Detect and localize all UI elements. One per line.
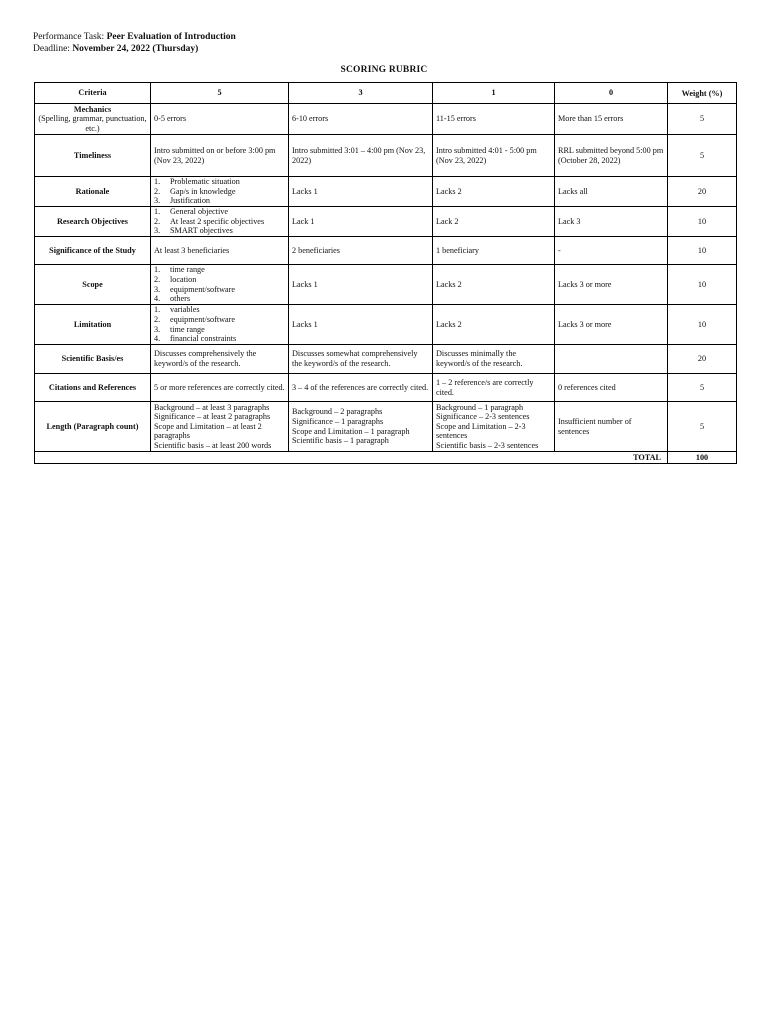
score-1-cell: Intro submitted 4:01 - 5:00 pm (Nov 23, 2022) [433,135,555,177]
score-0-cell: RRL submitted beyond 5:00 pm (October 28, 2022) [555,135,668,177]
score-1-cell: Lacks 2 [433,305,555,345]
score-3-cell: Intro submitted 3:01 – 4:00 pm (Nov 23, 2022) [289,135,433,177]
deadline-line [33,43,198,55]
score-5-cell: Intro submitted on or before 3:00 pm (Nov 23, 2022) [151,135,289,177]
weight-cell: 10 [668,207,737,237]
score-1-cell: Discusses minimally the keyword/s of the research. [433,345,555,374]
score-0-cell: Lacks 3 or more [555,305,668,345]
score-5-cell: 1. General objective 2. At least 2 specific objectives 3. SMART objectives [151,207,289,237]
weight-cell: 20 [668,177,737,207]
table-row [35,104,737,135]
criteria-cell: Citations and References [35,374,151,402]
score-3-cell: Lacks 1 [289,265,433,305]
table-row [35,177,737,207]
criteria-cell: Limitation [35,305,151,345]
table-row [35,135,737,177]
task-title: Peer Evaluation of Introduction [106,32,236,42]
weight-cell: 5 [668,374,737,402]
criteria-cell: Timeliness [35,135,151,177]
task-label: Performance Task: [33,32,105,42]
rubric-table [34,82,737,464]
deadline-value: November 24, 2022 (Thursday) [72,44,199,54]
col-header-5: 5 [151,83,289,104]
score-1-cell: 11-15 errors [433,104,555,135]
criteria-cell: Length (Paragraph count) [35,402,151,452]
weight-cell: 5 [668,135,737,177]
score-3-cell: Background – 2 paragraphs Significance – 1 paragraphs Scope and Limitation – 1 paragraph Scientific basis – 1 paragraph [289,402,433,452]
table-row [35,265,737,305]
criteria-cell: Scientific Basis/es [35,345,151,374]
score-3-cell: 3 – 4 of the references are correctly cited. [289,374,433,402]
total-row [35,452,737,464]
rubric-title: SCORING RUBRIC [340,65,428,75]
score-3-cell: Discusses somewhat comprehensively the keyword/s of the research. [289,345,433,374]
table-row [35,305,737,345]
score-1-cell: Lacks 2 [433,265,555,305]
score-3-cell: Lacks 1 [289,305,433,345]
weight-cell: 5 [668,402,737,452]
score-0-cell: - [555,237,668,265]
col-header-1: 1 [433,83,555,104]
score-5-cell: At least 3 beneficiaries [151,237,289,265]
score-5-cell: 1. Problematic situation 2. Gap/s in knowledge 3. Justification [151,177,289,207]
score-5-cell: Discusses comprehensively the keyword/s of the research. [151,345,289,374]
header-row [35,83,737,104]
total-label: TOTAL [35,452,668,464]
score-3-cell: 2 beneficiaries [289,237,433,265]
criteria-cell: Rationale [35,177,151,207]
weight-cell: 10 [668,265,737,305]
score-0-cell: More than 15 errors [555,104,668,135]
score-1-cell: 1 beneficiary [433,237,555,265]
total-value: 100 [668,452,737,464]
table-row [35,402,737,452]
criteria-cell: Mechanics (Spelling, grammar, punctuation, etc.) [35,104,151,135]
score-5-cell: 0-5 errors [151,104,289,135]
score-5-cell: 5 or more references are correctly cited. [151,374,289,402]
table-row [35,345,737,374]
score-0-cell: Insufficient number of sentences [555,402,668,452]
criteria-cell: Research Objectives [35,207,151,237]
score-1-cell: 1 – 2 reference/s are correctly cited. [433,374,555,402]
score-0-cell [555,345,668,374]
score-1-cell: Lack 2 [433,207,555,237]
score-0-cell: Lack 3 [555,207,668,237]
col-header-0: 0 [555,83,668,104]
col-header-weight: Weight (%) [668,83,737,104]
task-line [33,31,236,43]
table-row [35,374,737,402]
score-5-cell: Background – at least 3 paragraphs Significance – at least 2 paragraphs Scope and Limitation – at least 2 paragraphs Scientific basis – at least 200 words [151,402,289,452]
score-5-cell: 1. variables 2. equipment/software 3. time range 4. financial constraints [151,305,289,345]
weight-cell: 5 [668,104,737,135]
score-5-cell: 1. time range 2. location 3. equipment/software 4. others [151,265,289,305]
score-0-cell: Lacks all [555,177,668,207]
deadline-label: Deadline: [33,44,70,54]
score-1-cell: Lacks 2 [433,177,555,207]
weight-cell: 10 [668,237,737,265]
score-0-cell: Lacks 3 or more [555,265,668,305]
score-0-cell: 0 references cited [555,374,668,402]
weight-cell: 20 [668,345,737,374]
table-row [35,207,737,237]
col-header-criteria: Criteria [35,83,151,104]
criteria-cell: Scope [35,265,151,305]
weight-cell: 10 [668,305,737,345]
col-header-3: 3 [289,83,433,104]
table-row [35,237,737,265]
score-3-cell: Lack 1 [289,207,433,237]
score-3-cell: 6-10 errors [289,104,433,135]
criteria-cell: Significance of the Study [35,237,151,265]
score-1-cell: Background – 1 paragraph Significance – 2-3 sentences Scope and Limitation – 2-3 sentences Scientific basis – 2-3 sentences [433,402,555,452]
score-3-cell: Lacks 1 [289,177,433,207]
